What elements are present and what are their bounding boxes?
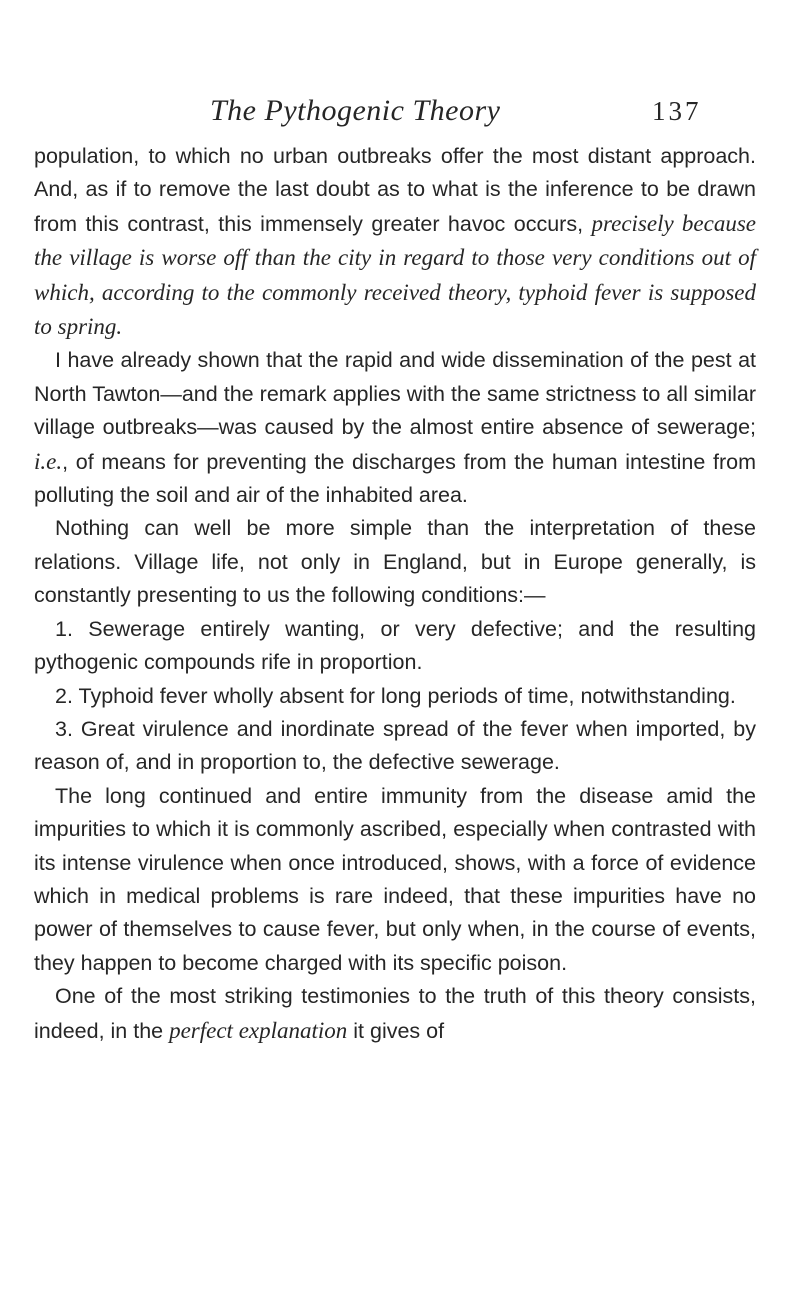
italic-emphasis: perfect explanation: [169, 1017, 348, 1043]
paragraph: I have already shown that the rapid and wide dissemination of the pest at North Tawton—and the remark applies with the same strictness to all similar village outbreaks—was caused by the almost entire absence of sewerage; i.e., of means for preventing the discharges from the human intestine from polluting the soil and air of the inhabited area.: [34, 348, 756, 508]
list-item: 1. Sewerage entirely wanting, or very defective; and the resulting pythogenic compounds rife in proportion.: [34, 616, 756, 675]
running-title: The Pythogenic Theory: [210, 94, 501, 127]
italic-emphasis: precisely because the village is worse off than the city in regard to those very conditions out of which, according to the commonly received theory, typhoid fever is supposed to spring.: [34, 210, 756, 340]
list-item: 2. Typhoid fever wholly absent for long periods of time, notwithstanding.: [55, 683, 736, 708]
paragraph: population, to which no urban outbreaks offer the most distant approach. And, as if to remove the last doubt as to what is the inference to be drawn from this contrast, this immensely greater havoc occurs, precisely because the village is worse off than the city in regard to those very conditions out of which, according to the commonly received theory, typhoid fever is supposed to spring.: [34, 144, 756, 340]
body-text: [34, 140, 756, 1048]
page-number: 137: [652, 96, 702, 126]
paragraph: The long continued and entire immunity from the disease amid the impurities to which it is commonly ascribed, especially when contrasted with its intense virulence when once introduced, shows, with a force of evidence which in medical problems is rare indeed, that these impurities have no power of themselves to cause fever, but only when, in the course of events, they happen to become charged with its specific poison.: [34, 783, 756, 975]
running-head: [0, 94, 800, 134]
list-item: 3. Great virulence and inordinate spread of the fever when imported, by reason of, and in proportion to, the defective sewerage.: [34, 716, 756, 775]
paragraph: One of the most striking testimonies to the truth of this theory consists, indeed, in the perfect explanation it gives of: [34, 984, 756, 1043]
italic-abbreviation: i.e.: [34, 448, 63, 474]
paragraph: Nothing can well be more simple than the interpretation of these relations. Village life, not only in England, but in Europe generally, is constantly presenting to us the following conditions:—: [34, 516, 756, 608]
